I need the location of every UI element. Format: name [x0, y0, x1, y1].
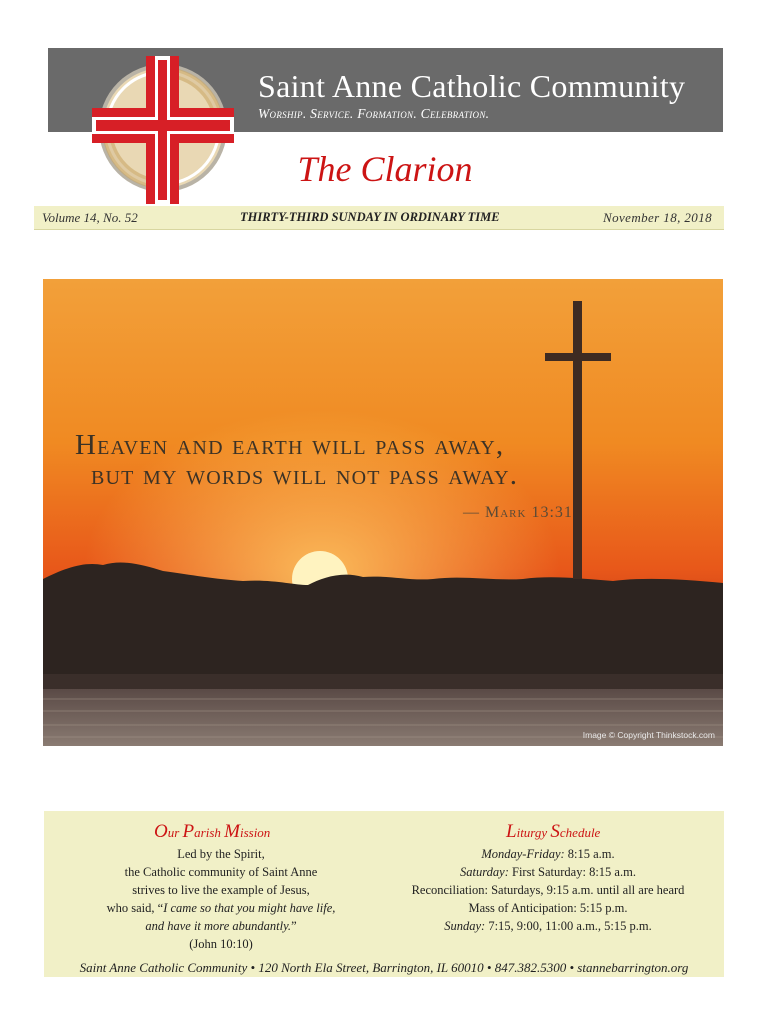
mission-line: the Catholic community of Saint Anne: [124, 865, 318, 879]
mission-citation: (John 10:10): [189, 937, 253, 951]
scripture-quote-line1: Heaven and earth will pass away,: [75, 429, 505, 461]
scripture-reference: — Mark 13:31: [463, 504, 573, 521]
issue-volume: Volume 14, No. 52: [42, 210, 138, 225]
contact-footer: Saint Anne Catholic Community • 120 North Ela Street, Barrington, IL 60010 • 847.382.5300 • stannebarrington.org: [79, 960, 689, 975]
issue-info-bar: [34, 206, 724, 230]
mission-line: who said, “I came so that you might have life,: [106, 901, 336, 915]
mission-line: strives to live the example of Jesus,: [132, 883, 310, 897]
info-box: [44, 811, 724, 977]
newsletter-title: The Clarion: [297, 149, 473, 189]
liturgy-heading: Liturgy Schedule: [506, 821, 601, 842]
mission-heading: Our Parish Mission: [154, 821, 271, 842]
mission-statement: [64, 845, 378, 953]
issue-date: November 18, 2018: [603, 210, 712, 225]
liturgical-occasion: THIRTY-THIRD SUNDAY IN ORDINARY TIME: [240, 210, 500, 224]
mission-line: and have it more abundantly.”: [145, 919, 297, 933]
scripture-quote-line2: but my words will not pass away.: [91, 459, 519, 491]
hero-image: [43, 279, 723, 746]
schedule-weekday: Monday-Friday: 8:15 a.m.: [481, 847, 615, 861]
schedule-reconciliation: Reconciliation: Saturdays, 9:15 a.m. until all are heard: [411, 883, 685, 897]
org-name: Saint Anne Catholic Community: [258, 68, 686, 104]
newsletter-title-wrap: [0, 148, 770, 190]
liturgy-schedule: [378, 845, 718, 935]
tagline: Worship. Service. Formation. Celebration.: [258, 106, 490, 121]
schedule-anticipation: Mass of Anticipation: 5:15 p.m.: [468, 901, 628, 915]
image-credit: Image © Copyright Thinkstock.com: [582, 730, 715, 740]
sunset-cross-illustration: [43, 279, 723, 746]
mission-line: Led by the Spirit,: [177, 847, 265, 861]
schedule-saturday: Saturday: First Saturday: 8:15 a.m.: [460, 865, 636, 879]
schedule-sunday: Sunday: 7:15, 9:00, 11:00 a.m., 5:15 p.m.: [444, 919, 652, 933]
